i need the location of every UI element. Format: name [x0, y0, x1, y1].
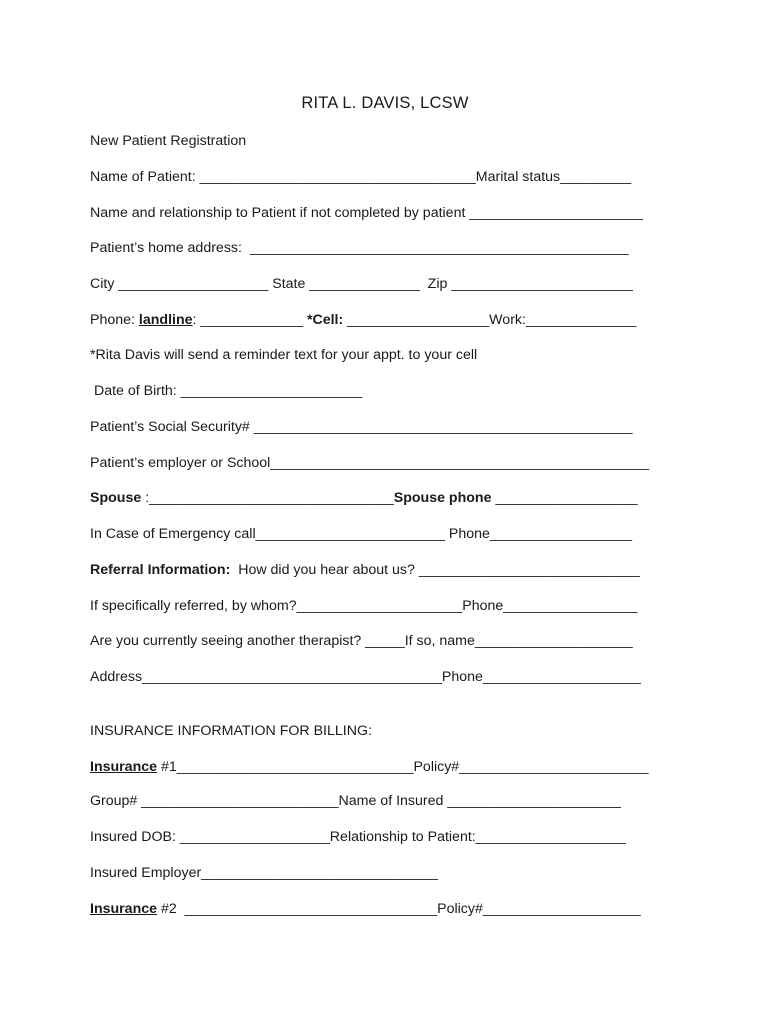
- form-subtitle: New Patient Registration: [90, 133, 247, 149]
- employer-field: Patient’s employer or School________________________________________________: [90, 455, 650, 471]
- referral-label: Referral Information:: [90, 562, 231, 578]
- cell-work-blank: __________________Work:______________: [343, 312, 637, 328]
- emergency-field: In Case of Emergency call________________________ Phone__________________: [90, 526, 632, 542]
- cell-label: *Cell:: [306, 312, 344, 328]
- insured-employer-field: Insured Employer______________________________: [90, 865, 438, 881]
- spouse-blank: :_______________________________: [141, 490, 394, 506]
- insurance-2-blank: #2 ________________________________Policy#____________________: [157, 901, 641, 917]
- other-therapist-field: Are you currently seeing another therapist? _____If so, name____________________: [90, 633, 633, 649]
- group-field: Group# _________________________Name of Insured ______________________: [90, 793, 621, 809]
- insurance-2-row: [90, 900, 641, 918]
- spouse-row: [90, 489, 637, 507]
- city-state-zip-row: [90, 275, 633, 293]
- ssn-field: Patient’s Social Security# ________________________________________________: [90, 419, 633, 435]
- spouse-phone-blank: __________________: [491, 490, 638, 506]
- referral-row: [90, 561, 640, 579]
- address-field: Address______________________________________Phone____________________: [90, 669, 641, 685]
- insurance-1-row: [90, 758, 649, 776]
- dob-field: Date of Birth: _______________________: [90, 383, 363, 399]
- insurance-2-label: Insurance: [90, 901, 158, 917]
- zip-field: Zip _______________________: [419, 276, 633, 292]
- state-field: State ______________: [268, 276, 420, 292]
- page-title: RITA L. DAVIS, LCSW: [301, 94, 469, 112]
- landline-blank: : _____________: [192, 312, 307, 328]
- landline-label: landline: [138, 312, 193, 328]
- phone-label: Phone:: [90, 312, 139, 328]
- reminder-note: *Rita Davis will send a reminder text for your appt. to your cell: [90, 347, 478, 363]
- city-field: City ___________________: [90, 276, 269, 292]
- phone-row: [90, 311, 636, 329]
- insurance-1-blank: #1______________________________Policy#________________________: [157, 759, 649, 775]
- insurance-heading: INSURANCE INFORMATION FOR BILLING:: [90, 723, 372, 739]
- home-address-field: Patient’s home address: ________________________________________________: [90, 240, 629, 256]
- insurance-1-label: Insurance: [90, 759, 158, 775]
- spouse-phone-label: Spouse phone: [393, 490, 492, 506]
- relationship-field: Name and relationship to Patient if not completed by patient ______________________: [90, 205, 643, 221]
- referral-question: How did you hear about us? ____________________________: [230, 562, 640, 578]
- insured-dob-field: Insured DOB: ___________________Relationship to Patient:___________________: [90, 829, 626, 845]
- spouse-label: Spouse: [90, 490, 142, 506]
- patient-name-field: Name of Patient: ___________________________________Marital status_________: [90, 169, 632, 185]
- referred-by-field: If specifically referred, by whom?_____________________Phone_________________: [90, 598, 638, 614]
